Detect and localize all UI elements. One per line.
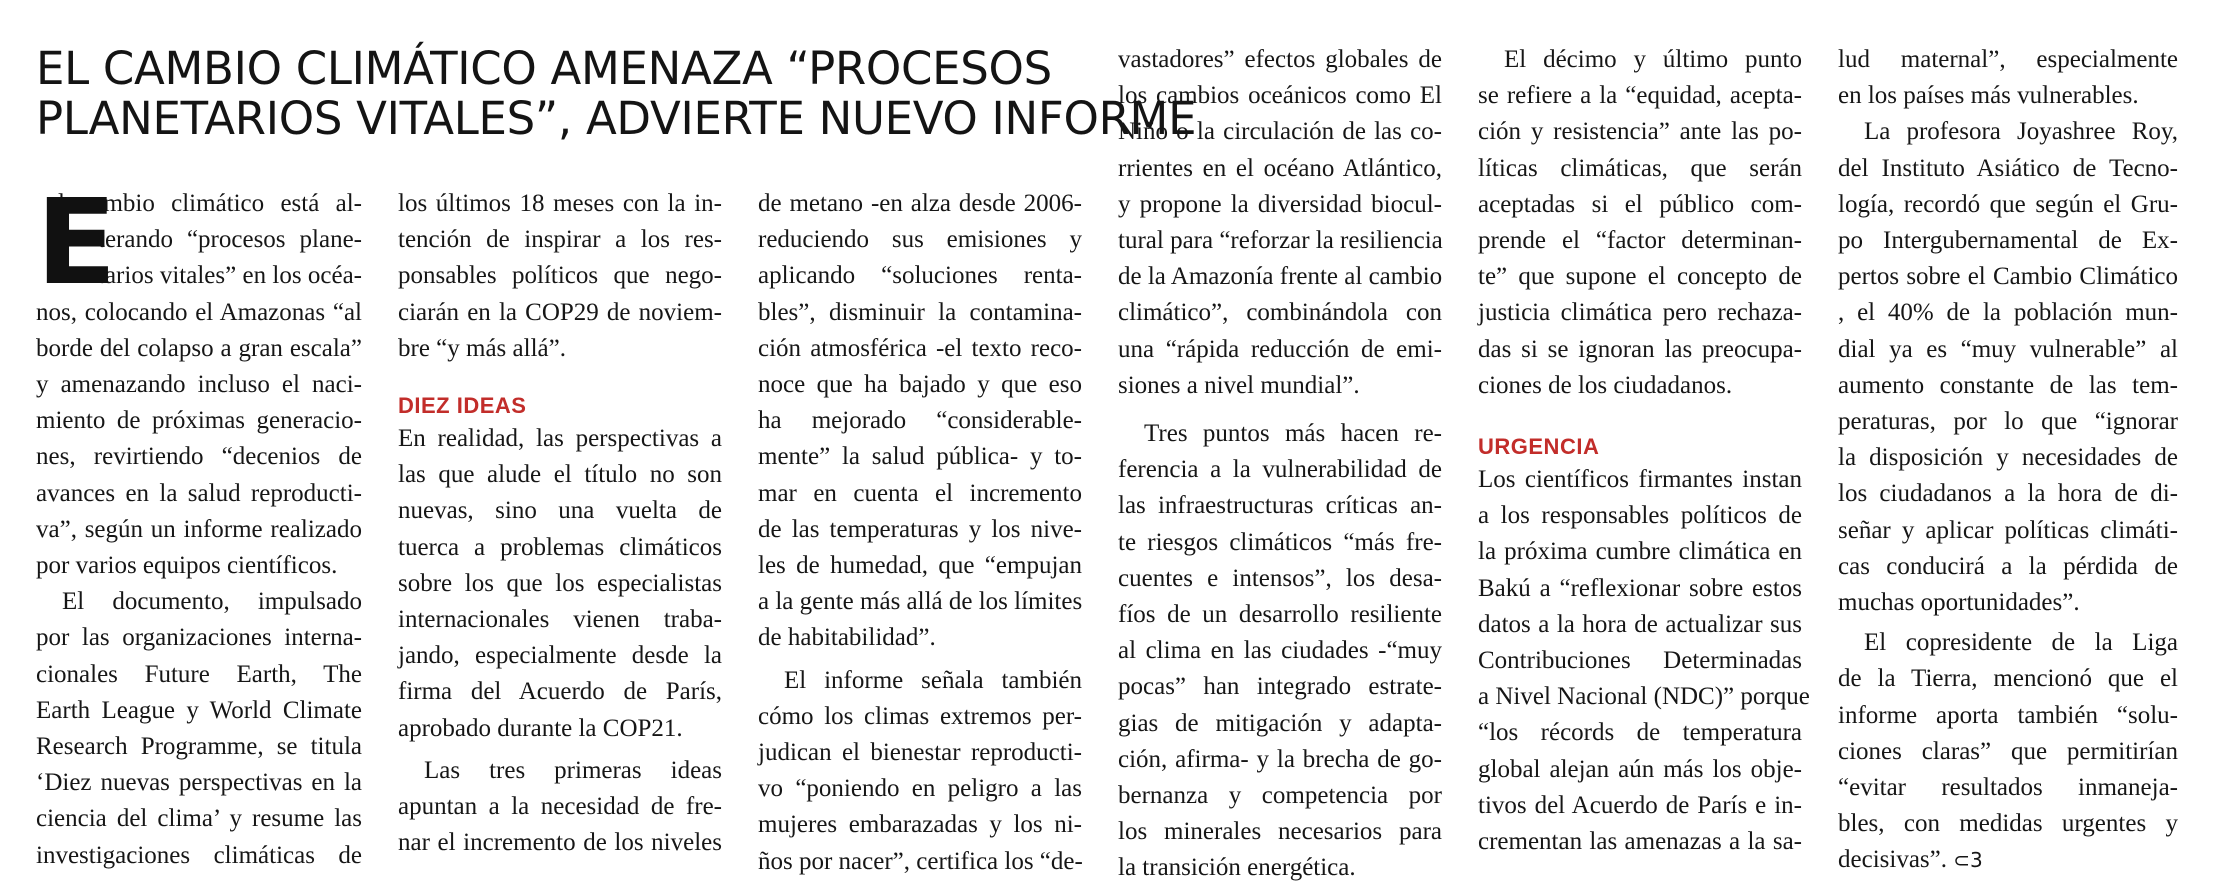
text-line: reduciendo sus emisiones y xyxy=(758,226,1082,254)
text-line: jando, especialmente desde la xyxy=(398,642,722,670)
text-line: climático”, combinándola con xyxy=(1118,299,1442,327)
text-line: miento de próximas generacio- xyxy=(36,407,362,435)
text-line: ciencia del clima’ y resume las xyxy=(36,805,362,833)
text-line: de habitabilidad”. xyxy=(758,624,936,652)
text-line: firma del Acuerdo de París, xyxy=(398,678,722,706)
subhead-diez-ideas: DIEZ IDEAS xyxy=(398,393,527,419)
column-5 xyxy=(1478,42,1810,860)
text-line: ha mejorado “considerable- xyxy=(758,407,1082,435)
text-line: les de humedad, que “empujan xyxy=(758,552,1082,580)
text-line: aprobado durante la COP21. xyxy=(398,714,683,742)
drop-cap: E xyxy=(36,173,117,311)
text-line: gias de mitigación y adapta- xyxy=(1118,709,1442,737)
text-line: bre “y más allá”. xyxy=(398,334,566,362)
text-line: te” que supone el concepto de xyxy=(1478,263,1802,291)
text-line: datos a la hora de actualizar sus xyxy=(1478,610,1802,638)
text-line: El copresidente de la Liga xyxy=(1864,629,2178,657)
text-line: po Intergubernamental de Ex- xyxy=(1838,227,2178,255)
text-line: la transición energética. xyxy=(1118,854,1356,882)
text-line: avances en la salud reproducti- xyxy=(36,479,362,507)
text-line: ción, afirma- y la brecha de go- xyxy=(1118,745,1442,773)
text-line: a Nivel Nacional (NDC)” porque xyxy=(1478,683,1810,711)
column-2 xyxy=(398,186,722,861)
column-1 xyxy=(36,173,362,874)
text-line: los últimos 18 meses con la in- xyxy=(398,190,722,217)
text-line: bles, con medidas urgentes y xyxy=(1838,810,2178,838)
text-line: y amenazando incluso el naci- xyxy=(36,371,362,399)
text-line: “evitar resultados inmaneja- xyxy=(1838,774,2178,802)
text-line: lud maternal”, especialmente xyxy=(1838,46,2178,73)
text-line: nar el incremento de los niveles xyxy=(398,829,722,857)
text-line: va”, según un informe realizado xyxy=(36,515,362,543)
text-line: judican el bienestar reproducti- xyxy=(758,739,1082,767)
text-line: la próxima cumbre climática en xyxy=(1478,538,1802,566)
text-line: sobre los que los especialistas xyxy=(398,569,722,597)
text-line: Research Programme, se titula xyxy=(36,733,362,761)
text-line: al clima en las ciudades -“muy xyxy=(1118,637,1442,665)
text-line: peraturas, por lo que “ignorar xyxy=(1838,408,2178,436)
text-line: Las tres primeras ideas xyxy=(424,756,722,784)
text-line: mente” la salud pública- y to- xyxy=(758,443,1082,471)
text-line: las que alude el título no son xyxy=(398,461,722,489)
text-line: internacionales vienen traba- xyxy=(398,606,722,634)
text-line: cionales Future Earth, The xyxy=(36,660,362,688)
text-line: se refiere a la “equidad, acepta- xyxy=(1478,82,1802,110)
text-line: logía, recordó que según el Gru- xyxy=(1838,190,2178,218)
text-line: pocas” han integrado estrate- xyxy=(1118,673,1442,701)
text-line: muchas oportunidades”. xyxy=(1838,589,2080,617)
text-line: informe aporta también “solu- xyxy=(1838,701,2178,729)
text-line: dial ya es “muy vulnerable” al xyxy=(1838,335,2178,363)
headline-line: PLANETARIOS VITALES”, ADVIERTE NUEVO INFORME xyxy=(36,92,1197,145)
text-line: global alejan aún más los obje- xyxy=(1478,755,1802,783)
text-line: nuevas, sino una vuelta de xyxy=(398,497,722,525)
text-line: los cambios oceánicos como El xyxy=(1118,82,1442,110)
text-line: la disposición y necesidades de xyxy=(1838,444,2178,472)
text-line: a los responsables políticos de xyxy=(1478,502,1802,530)
text-line: bles”, disminuir la contamina- xyxy=(758,298,1082,326)
text-line: de las temperaturas y los nive- xyxy=(758,515,1082,543)
text-line: La profesora Joyashree Roy, xyxy=(1864,118,2178,146)
text-line: aceptadas si el público com- xyxy=(1478,190,1802,218)
text-line: investigaciones climáticas de xyxy=(36,841,362,869)
text-line: borde del colapso a gran escala” xyxy=(36,334,362,362)
text-line: El documento, impulsado xyxy=(62,588,362,616)
text-line: apuntan a la necesidad de fre- xyxy=(398,793,722,821)
text-line: por las organizaciones interna- xyxy=(36,624,362,652)
text-line: bernanza y competencia por xyxy=(1118,782,1442,810)
text-line: aumento constante de las tem- xyxy=(1838,371,2178,399)
text-line: Niño o la circulación de las co- xyxy=(1118,118,1442,146)
text-line-last-text: decisivas”. xyxy=(1838,846,1947,874)
text-line: , el 40% de la población mun- xyxy=(1838,299,2178,327)
text-line: ‘Diez nuevas perspectivas en la xyxy=(36,769,362,797)
text-line: tivos del Acuerdo de París e in- xyxy=(1478,791,1802,819)
text-line: tarios vitales” en los océa- xyxy=(98,262,362,290)
text-line: tural para “reforzar la resiliencia xyxy=(1118,227,1443,255)
text-line: una “rápida reducción de emi- xyxy=(1118,335,1442,363)
text-line: señar y aplicar políticas climáti- xyxy=(1838,516,2178,544)
text-line: vastadores” efectos globales de xyxy=(1118,46,1442,73)
text-line: El décimo y último punto xyxy=(1504,46,1802,73)
text-line: Contribuciones Determinadas xyxy=(1478,647,1802,675)
column-3 xyxy=(758,186,1082,880)
text-line: por varios equipos científicos. xyxy=(36,552,338,580)
text-line: Los científicos firmantes instan xyxy=(1478,466,1802,494)
headline xyxy=(36,42,1197,145)
text-line: y propone la diversidad biocul- xyxy=(1118,190,1442,218)
text-line: a la gente más allá de los límites xyxy=(758,588,1083,616)
text-line: prende el “factor determinan- xyxy=(1478,227,1802,255)
text-line: siones a nivel mundial”. xyxy=(1118,371,1360,399)
text-line: los ciudadanos a la hora de di- xyxy=(1838,480,2178,508)
text-line: ciones de los ciudadanos. xyxy=(1478,371,1733,399)
text-line: cuentes e intensos”, los desa- xyxy=(1118,564,1442,592)
text-line: tuerca a problemas climáticos xyxy=(398,533,722,561)
text-line: l cambio climático está al- xyxy=(58,190,362,217)
text-line: de metano -en alza desde 2006- xyxy=(758,190,1082,217)
text-line: ferencia a la vulnerabilidad de xyxy=(1118,456,1442,484)
text-line: noce que ha bajado y que eso xyxy=(758,371,1082,399)
column-6 xyxy=(1838,42,2178,879)
text-line: rrientes en el océano Atlántico, xyxy=(1118,154,1442,182)
text-line: cas conducirá a la pérdida de xyxy=(1838,552,2178,580)
text-line: Bakú a “reflexionar sobre estos xyxy=(1478,574,1802,602)
text-line: justicia climática pero rechaza- xyxy=(1478,299,1802,327)
text-line: ción y resistencia” ante las po- xyxy=(1478,118,1802,146)
text-line: aplicando “soluciones renta- xyxy=(758,262,1082,290)
text-line: “los récords de temperatura xyxy=(1478,719,1802,747)
text-line: mar en cuenta el incremento xyxy=(758,479,1082,507)
text-line: En realidad, las perspectivas a xyxy=(398,425,722,453)
text-line: los minerales necesarios para xyxy=(1118,818,1442,846)
text-line: ponsables políticos que nego- xyxy=(398,262,722,290)
text-line: crementan las amenazas a la sa- xyxy=(1478,828,1802,856)
column-4 xyxy=(1118,42,1442,887)
text-line: Earth League y World Climate xyxy=(36,696,362,724)
text-line: mujeres embarazadas y los ni- xyxy=(758,811,1082,839)
text-line: te riesgos climáticos “más fre- xyxy=(1118,528,1442,556)
text-line: nes, revirtiendo “decenios de xyxy=(36,443,362,471)
text-line: ción atmosférica -el texto reco- xyxy=(758,334,1082,362)
text-line: del Instituto Asiático de Tecno- xyxy=(1838,154,2178,182)
end-mark-icon: ⊂3 xyxy=(1953,848,1983,873)
text-line: ciarán en la COP29 de noviem- xyxy=(398,298,722,326)
text-line: pertos sobre el Cambio Climático xyxy=(1838,263,2178,291)
text-line: El informe señala también xyxy=(784,666,1082,694)
text-line: terando “procesos plane- xyxy=(98,226,362,254)
text-line: las infraestructuras críticas an- xyxy=(1118,492,1442,520)
text-line: ños por nacer”, certifica los “de- xyxy=(758,847,1083,875)
text-line: de la Amazonía frente al cambio xyxy=(1118,263,1443,291)
text-line: vo “poniendo en peligro a las xyxy=(758,775,1082,803)
text-line: ciones claras” que permitirían xyxy=(1838,737,2178,765)
text-line: fíos de un desarrollo resiliente xyxy=(1118,601,1442,629)
text-line: de la Tierra, mencionó que el xyxy=(1838,665,2178,693)
text-line-last xyxy=(1838,842,2178,878)
text-line: líticas climáticas, que serán xyxy=(1478,154,1802,182)
text-line: en los países más vulnerables. xyxy=(1838,82,2139,110)
subhead-urgencia: URGENCIA xyxy=(1478,434,1600,460)
headline-line: EL CAMBIO CLIMÁTICO AMENAZA “PROCESOS xyxy=(36,42,1052,95)
text-line: tención de inspirar a los res- xyxy=(398,226,722,254)
text-line: Tres puntos más hacen re- xyxy=(1144,420,1442,448)
paragraph xyxy=(36,584,362,874)
text-line: nos, colocando el Amazonas “al xyxy=(36,298,362,326)
text-line: das si se ignoran las preocupa- xyxy=(1478,335,1802,363)
text-line: cómo los climas extremos per- xyxy=(758,702,1082,730)
